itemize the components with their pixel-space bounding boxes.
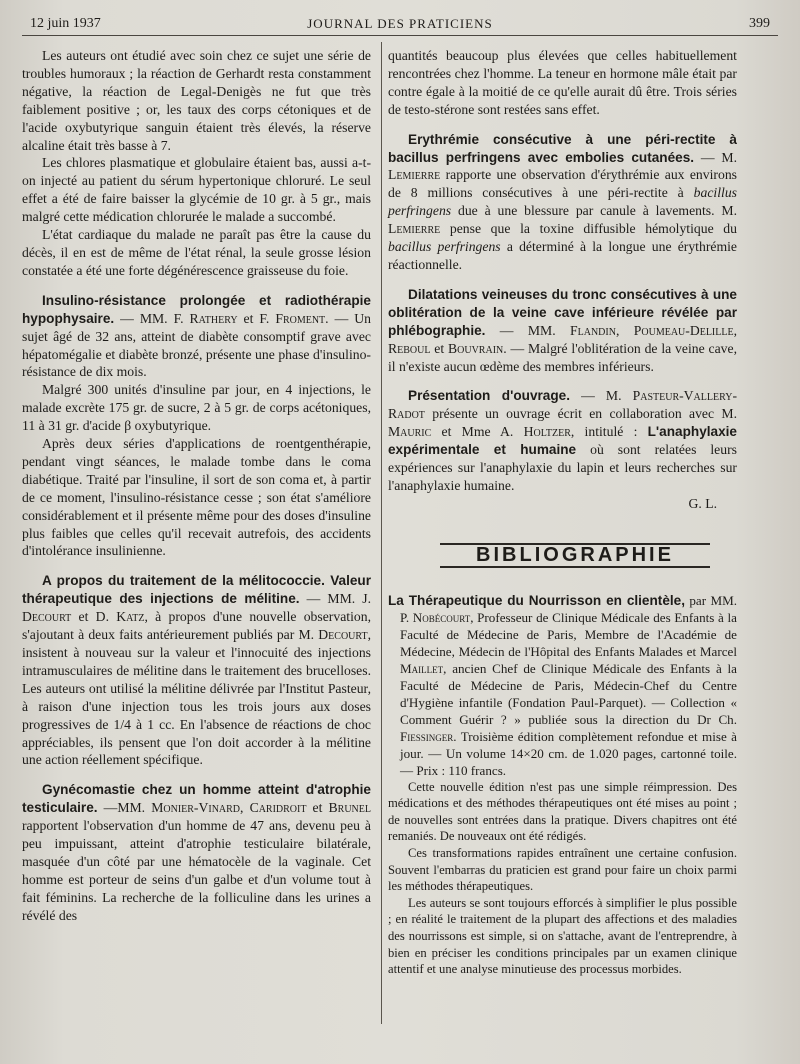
- page-number: 399: [749, 16, 770, 31]
- bibliography-section: [388, 592, 737, 978]
- author-name: Decourt: [318, 627, 368, 643]
- paragraph: Les auteurs se sont toujours efforcés à simplifier le plus possible ; en réalité le traitement de la plupart des affections et des maladies des nourrissons est simple, si on s'attache, avant de l'entreprendre, à bien en préciser les conditions principales par un examen clinique attentif et une analyse minutieuse des processus morbides.: [388, 895, 737, 977]
- author-name: Monier-Vinard: [151, 800, 241, 816]
- author-name: Mauric: [388, 424, 432, 440]
- article-presentation: Présentation d'ouvrage. — M. Pasteur-Vallery-Radot présente un ouvrage écrit en collaboration avec M. Mauric et Mme A. Holtzer, intitulé : L'anaphylaxie expérimentale et humaine où sont relatées leurs expériences sur l'anaphylaxie du lapin et leurs recherches sur l'anaphylaxie humaine.: [388, 388, 738, 493]
- article-melitococcie: A propos du traitement de la mélitococcie. Valeur thérapeutique des injections de mélitine. — MM. J. Decourt et D. Katz, à propos d'une nouvelle observation, s'ajoutant à deux faits antérieurement publiés par M. Decourt, insistent à nouveau sur la valeur et l'innocuité des injections intramusculaires de mélitine dans le traitement des brucelloses. Les auteurs ont utilisé la mélitine délivrée par l'Institut Pasteur, à raison d'une injection tous les trois jours aux doses progressives de 1/4 à 1 cc. En l'absence de réactions de choc appréciables, ils pensent que l'on doit accorder à la mélitine une action réellement spécifique.: [22, 573, 371, 768]
- author-name: Decourt: [22, 609, 72, 625]
- paragraph: Cette nouvelle édition n'est pas une simple réimpression. Des médications et des méthodes thérapeutiques ont été mises au point ; de nouvelles sont entrées dans la pratique. Divers chapitres ont été remaniés. De nouveaux ont été rédigés.: [388, 779, 737, 844]
- author-name: Flandin: [570, 322, 616, 338]
- author-name: Reboul: [388, 340, 431, 356]
- journal-title: JOURNAL DES PRATICIENS: [307, 16, 493, 31]
- paragraph: quantités beaucoup plus élevées que celles habituellement rencontrées chez l'homme. La teneur en hormone mâle était par contre égale à la moitié de ce qu'elle aurait dû être. Trois séries de testo-stérone sont restées sans effet.: [388, 48, 737, 117]
- book-title: La Thérapeutique du Nourrisson en clientèle,: [388, 592, 685, 608]
- author-name: Pasteur-Vallery-Radot: [388, 388, 738, 422]
- author-name: Fiessinger: [400, 728, 454, 744]
- author-name: Holtzer: [523, 424, 571, 440]
- paragraph: Les auteurs ont étudié avec soin chez ce sujet une série de troubles humoraux ; la réaction de Gerhardt resta constamment négative, la réaction de Legal-Denigès ne fut que très faiblement positive ; or, les taux des corps cétoniques et de l'acide oxybutyrique sanguin étaient très élevés, la réserve alcaline était très basse à 7.: [22, 48, 371, 153]
- column-divider: [381, 42, 382, 1024]
- book-title: L'anaphylaxie expérimentale et humaine: [388, 424, 737, 458]
- paragraph: Après deux séries d'applications de roentgenthérapie, pendant vingt séances, le malade tombe dans le coma diabétique. Traité par l'insuline, il sort de son coma et, à partir de ce moment, l'insulino-résistance cesse ; son état s'améliore considérablement et il présente même pour des doses d'insuline plus faibles que celles qu'il recevait autrefois, des accidents d'intolérance insulinienne.: [22, 436, 371, 559]
- right-column: [388, 47, 737, 978]
- author-name: Maillet: [400, 660, 444, 676]
- left-column: [22, 47, 371, 925]
- paragraph: Les chlores plasmatique et globulaire étaient bas, aussi a-t-on injecté au patient du sérum hypertonique chloruré. Le seul effet a été de faire baisser la glycémie de 10 gr. à 5 gr., mais malgré cette médication chlorurée le malade a succombé.: [22, 155, 371, 225]
- paragraph: Malgré 300 unités d'insuline par jour, en 4 injections, le malade excrète 175 gr. de sucre, 2 à 5 gr. de corps acétoniques, 11 à 31 gr. d'acide β oxybutyrique.: [22, 382, 371, 434]
- author-name: Katz: [116, 609, 145, 625]
- author-name: Caridroit: [249, 800, 307, 816]
- header-rule: [22, 35, 778, 36]
- article-title: Insulino-résistance prolongée et radiothérapie hypophysaire.: [22, 292, 371, 326]
- italic-term: bacillus perfringens: [388, 239, 501, 255]
- article-gynecomastie: Gynécomastie chez un homme atteint d'atrophie testiculaire. —MM. Monier-Vinard, Caridroit et Brunel rapportent l'observation d'un homme de 47 ans, devenu peu à peu impuissant, atteint d'atrophie testiculaire bilatérale, masquée d'un côté par une hématocèle de la vaginale. Cet homme est porteur de seins d'un galbe et d'un volume tout à fait féminins. La recherche de la folliculine dans les urines a révélé des: [22, 782, 371, 923]
- author-name: Froment: [275, 310, 326, 326]
- article-dilatations: Dilatations veineuses du tronc consécutives à une oblitération de la veine cave inférieure révélée par phlébographie. — MM. Flandin, Poumeau-Delille, Reboul et Bouvrain. — Malgré l'oblitération de la veine cave, il n'existe aucun œdème des membres inférieurs.: [388, 286, 738, 374]
- italic-term: bacillus perfringens: [388, 185, 737, 219]
- author-name: Bouvrain: [448, 340, 504, 356]
- author-name: Brunel: [328, 800, 371, 816]
- page-header: [30, 14, 770, 34]
- article-insulino: Insulino-résistance prolongée et radiothérapie hypophysaire. — MM. F. Rathery et F. Froment. — Un sujet âgé de 32 ans, atteint de diabète consomptif grave avec hépatomégalie et diabète bronzé, présente une phase d'insulino-résistance de dix mois.: [22, 292, 371, 380]
- article-title: Gynécomastie chez un homme atteint d'atrophie testiculaire.: [22, 782, 371, 816]
- header-date: 12 juin 1937: [30, 16, 101, 31]
- author-name: Poumeau-Delille: [633, 322, 734, 338]
- author-name: Lemierre: [388, 221, 441, 237]
- paragraph: L'état cardiaque du malade ne paraît pas être la cause du décès, il en est de même de l'état rénal, la seule grosse lésion constatée a été une forte dégénérescence graisseuse du foie.: [22, 227, 371, 278]
- bibliography-heading: BIBLIOGRAPHIE: [440, 543, 710, 568]
- author-name: Nobécourt: [412, 609, 471, 625]
- article-title: Erythrémie consécutive à une péri-rectite à bacillus perfringens avec embolies cutanées.: [388, 131, 737, 165]
- paragraph: Ces transformations rapides entraînent une certaine confusion. Souvent l'embarras du praticien est grand pour faire un choix parmi les méthodes thérapeutiques.: [388, 846, 737, 894]
- article-title: A propos du traitement de la mélitococcie. Valeur thérapeutique des injections de mélitine.: [22, 573, 371, 607]
- article-title: Présentation d'ouvrage.: [408, 388, 570, 404]
- bibliography-entry: La Thérapeutique du Nourrisson en clientèle, par MM. P. Nobécourt, Professeur de Clinique Médicale des Enfants à la Faculté de Médecine de Paris, Membre de l'Académie de Médecine, Médecin de l'Hôpital des Enfants Malades et Marcel Maillet, ancien Chef de Clinique Médicale des Enfants à la Faculté de Médecine de Paris, Médecin-Chef du Centre d'Hygiène infantile (Fondation Paul-Parquet). — Collection « Comment Guérir ? » publiée sous la direction du Dr Ch. Fiessinger. Troisième édition complètement refondue et mise à jour. — Un volume 14×20 cm. de 1.020 pages, cartonné toile. — Prix : 110 francs.: [388, 592, 737, 778]
- author-name: Rathery: [189, 310, 238, 326]
- article-title: Dilatations veineuses du tronc consécutives à une oblitération de la veine cave inférieure révélée par phlébographie.: [388, 286, 737, 338]
- author-name: Lemierre: [388, 167, 441, 183]
- signature: G. L.: [688, 495, 717, 511]
- article-erythremie: Erythrémie consécutive à une péri-rectite à bacillus perfringens avec embolies cutanées. — M. Lemierre rapporte une observation d'érythrémie aux environs de 8 millions consécutives à une péri-rectite à bacillus perfringens due à une blessure par canule à lavements. M. Lemierre pense que la toxine diffusible hémolytique du bacillus perfringens a déterminé à la longue une érythrémie réactionnelle.: [388, 131, 737, 272]
